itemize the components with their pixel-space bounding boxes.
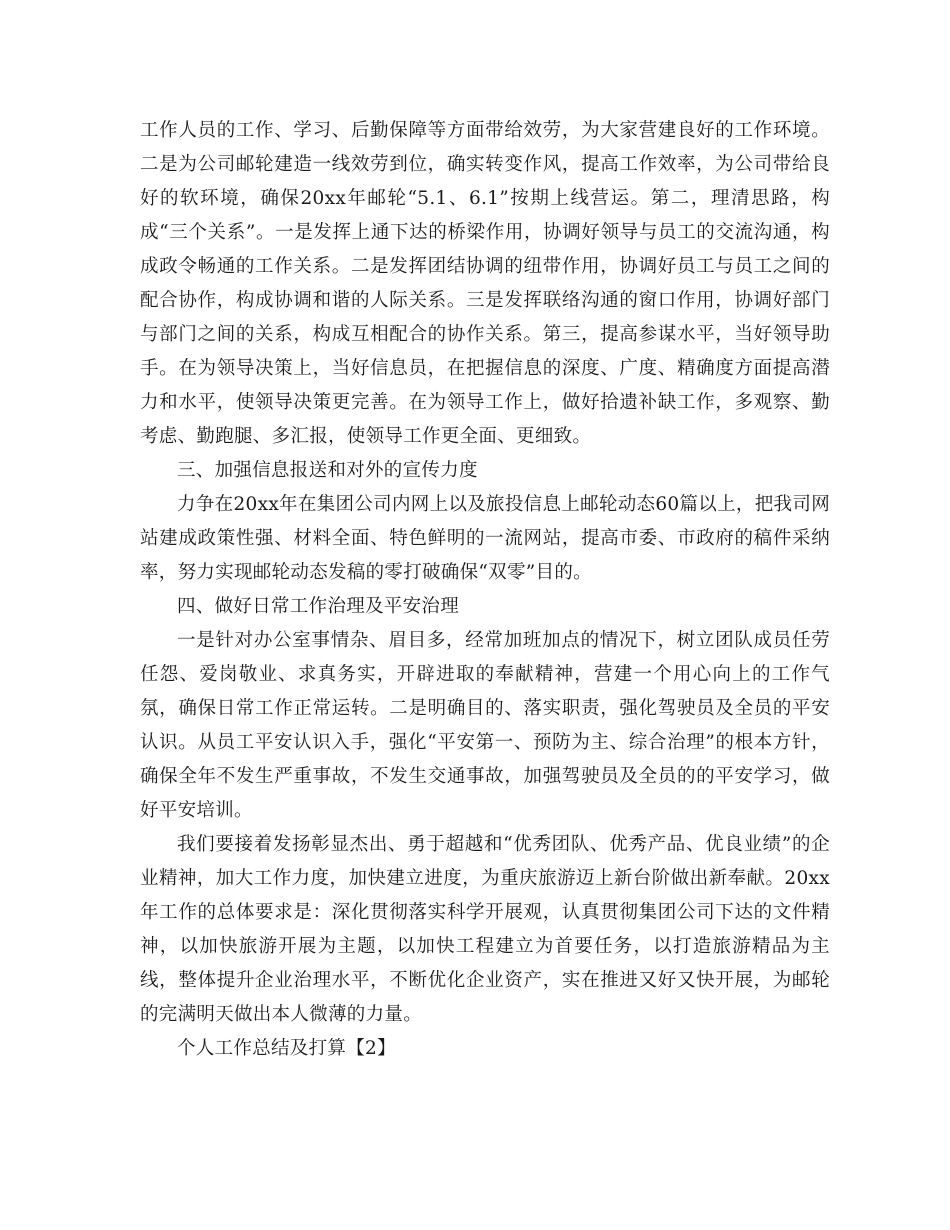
section-heading: 四、做好日常工作治理及平安治理 — [177, 596, 460, 617]
body-paragraph: 一是针对办公室事情杂、眉目多，经常加班加点的情况下，树立团队成员任劳任怨、爱岗敬业、求真务实，开辟进取的奉献精神，营建一个用心向上的工作气氛，确保日常工作正常运转。二是明确目的、落实职责，强化驾驶员及全员的平安认识。从员工平安认识入手，强化“平安第一、预防为主、综合治理”的根本方针，确保全年不发生严重事故，不发生交通事故，加强驾驶员及全员的的平安学习，做好平安培训。 — [140, 630, 830, 821]
body-paragraph: 力争在20xx年在集团公司内网上以及旅投信息上邮轮动态60篇以上，把我司网站建成政策性强、材料全面、特色鲜明的一流网站，提高市委、市政府的稿件采纳率，努力实现邮轮动态发稿的零打破确保“双零”目的。 — [140, 494, 830, 583]
body-paragraph: 我们要接着发扬彰显杰出、勇于超越和“优秀团队、优秀产品、优良业绩”的企业精神，加大工作力度，加快建立进度，为重庆旅游迈上新台阶做出新奉献。20xx年工作的总体要求是：深化贯彻落实科学开展观，认真贯彻集团公司下达的文件精神，以加快旅游开展为主题，以加快工程建立为首要任务，以打造旅游精品为主线，整体提升企业治理水平，不断优化企业资产，实在推进又好又快开展，为邮轮的完满明天做出本人微薄的力量。 — [140, 834, 830, 1025]
section-heading: 个人工作总结及打算【2】 — [177, 1038, 396, 1059]
body-paragraph: 工作人员的工作、学习、后勤保障等方面带给效劳，为大家营建良好的工作环境。二是为公司邮轮建造一线效劳到位，确实转变作风，提高工作效率，为公司带给良好的软环境，确保20xx年邮轮“5.1、6.1”按期上线营运。第二，理清思路，构成“三个关系”。一是发挥上通下达的桥梁作用，协调好领导与员工的交流沟通，构成政令畅通的工作关系。二是发挥团结协调的纽带作用，协调好员工与员工之间的配合协作，构成协调和谐的人际关系。三是发挥联络沟通的窗口作用，协调好部门与部门之间的关系，构成互相配合的协作关系。第三，提高参谋水平，当好领导助手。在为领导决策上，当好信息员，在把握信息的深度、广度、精确度方面提高潜力和水平，使领导决策更完善。在为领导工作上，做好拾遗补缺工作，多观察、勤考虑、勤跑腿、多汇报，使领导工作更全面、更细致。 — [140, 120, 830, 447]
section-heading: 三、加强信息报送和对外的宣传力度 — [177, 460, 478, 481]
document-page — [140, 114, 830, 1066]
